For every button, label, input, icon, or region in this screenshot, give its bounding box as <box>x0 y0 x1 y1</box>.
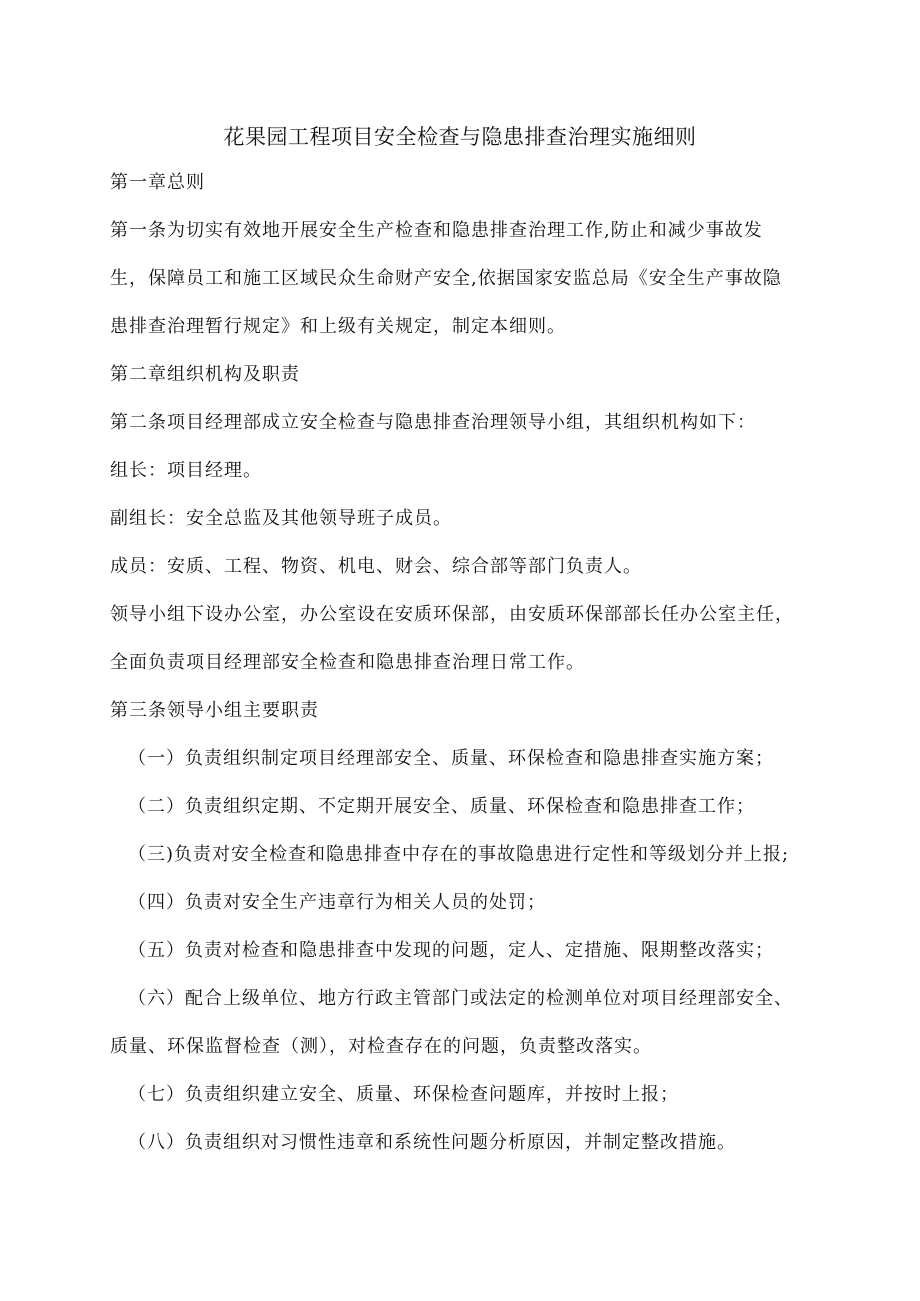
paragraph-line: 副组长：安全总监及其他领导班子成员。 <box>110 508 452 529</box>
chapter-heading-2: 第二章组织机构及职责 <box>110 364 300 385</box>
list-item: （三)负责对安全检查和隐患排查中存在的事故隐患进行定性和等级划分并上报; <box>128 844 790 865</box>
paragraph-line: 领导小组下设办公室，办公室设在安质环保部，由安质环保部部长任办公室主任， <box>110 604 794 625</box>
paragraph-line: 成员：安质、工程、物资、机电、财会、综合部等部门负责人。 <box>110 556 642 577</box>
chapter-heading-1: 第一章总则 <box>110 172 205 193</box>
list-item: （八）负责组织对习惯性违章和系统性问题分析原因，并制定整改措施。 <box>128 1132 736 1153</box>
paragraph-line: 患排查治理暂行规定》和上级有关规定，制定本细则。 <box>110 316 566 337</box>
list-item: （七）负责组织建立安全、质量、环保检查问题库，并按时上报； <box>128 1084 679 1105</box>
list-item: （二）负责组织定期、不定期开展安全、质量、环保检查和隐患排查工作； <box>128 796 755 817</box>
paragraph-line: 第二条项目经理部成立安全检查与隐患排查治理领导小组，其组织机构如下： <box>110 412 756 433</box>
document-title: 花果园工程项目安全检查与隐患排查治理实施细则 <box>223 125 697 149</box>
paragraph-line: 全面负责项目经理部安全检查和隐患排查治理日常工作。 <box>110 652 585 673</box>
list-item: （一）负责组织制定项目经理部安全、质量、环保检查和隐患排查实施方案； <box>128 748 774 769</box>
paragraph-line: 组长：项目经理。 <box>110 460 262 481</box>
list-item: （四）负责对安全生产违章行为相关人员的处罚； <box>128 892 546 913</box>
paragraph-line: 质量、环保监督检查（测），对检查存在的问题，负责整改落实。 <box>110 1036 652 1057</box>
paragraph-line: 第一条为切实有效地开展安全生产检查和隐患排查治理工作,防止和减少事故发 <box>110 220 763 241</box>
section-heading: 第三条领导小组主要职责 <box>110 700 319 721</box>
list-item: （五）负责对检查和隐患排查中发现的问题，定人、定措施、限期整改落实； <box>128 940 774 961</box>
paragraph-line: 生，保障员工和施工区域民众生命财产安全,依据国家安监总局《安全生产事故隐 <box>110 268 782 289</box>
list-item: （六）配合上级单位、地方行政主管部门或法定的检测单位对项目经理部安全、 <box>128 988 793 1009</box>
